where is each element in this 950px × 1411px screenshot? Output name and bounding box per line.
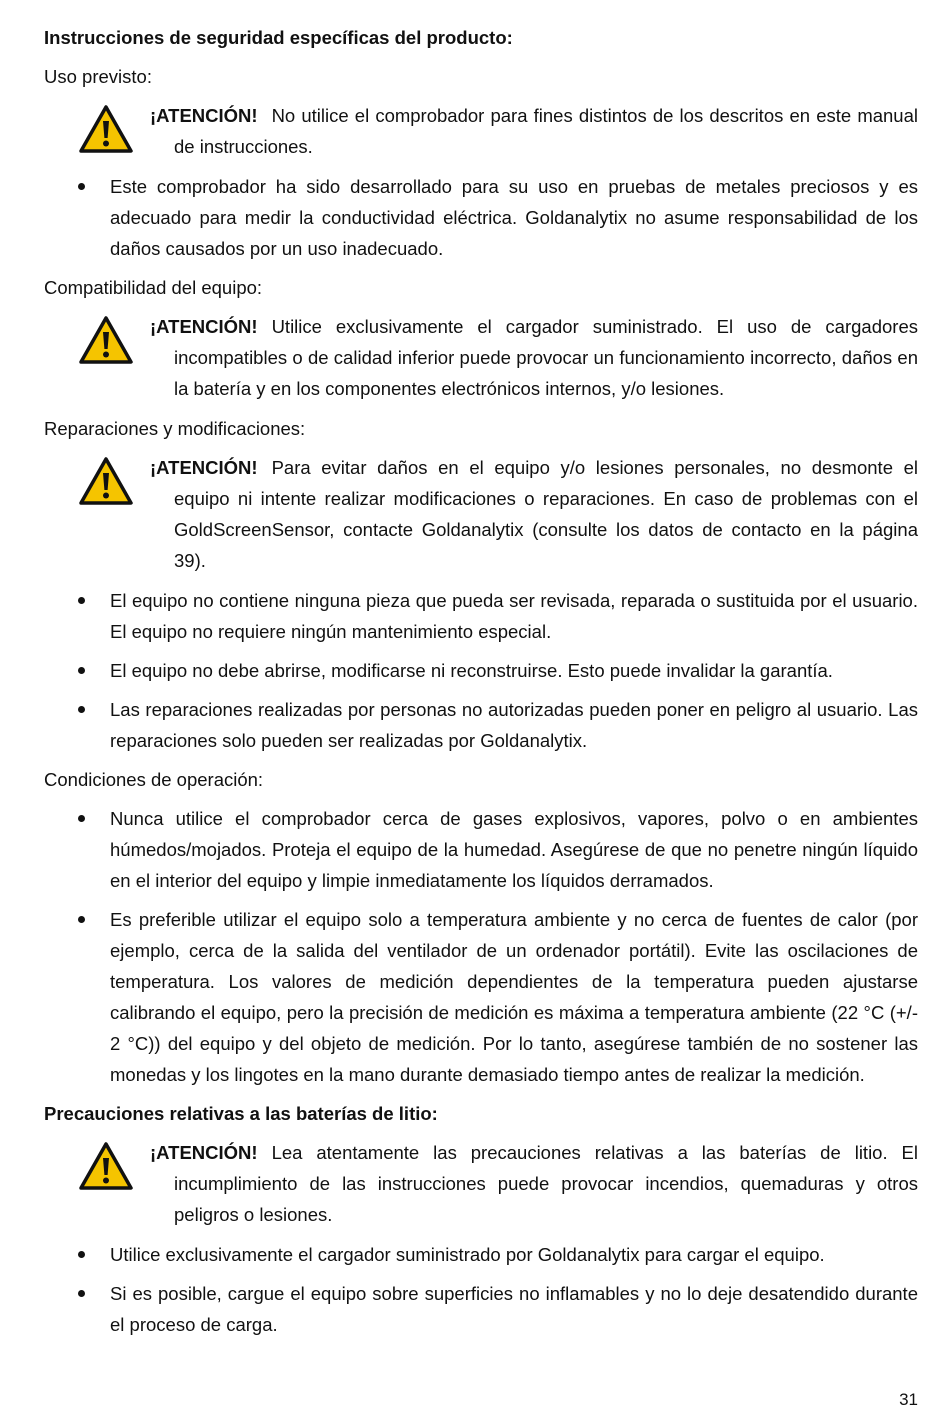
list-item bbox=[44, 1278, 918, 1340]
warning-label: ¡ATENCIÓN! bbox=[150, 457, 258, 478]
document-page bbox=[44, 22, 918, 1348]
bullet-dot bbox=[78, 1251, 85, 1258]
warning-triangle-icon bbox=[78, 1141, 134, 1191]
bullet-dot bbox=[78, 916, 85, 923]
warning-triangle-icon bbox=[78, 104, 134, 154]
section-title-compatibility: Compatibilidad del equipo: bbox=[44, 277, 263, 298]
list-item-text: Es preferible utilizar el equipo solo a temperatura ambiente y no cerca de fuentes de calor (por ejemplo, cerca de la salida del ventilador de un ordenador portátil). Evite las oscilaciones de temperatura. Los valores de medición dependientes de la temperatura pueden ajustarse calibrando el equipo, pero la precisión de medición es máxima a temperatura ambiente (22 °C (+/- 2 °C)) del equipo y del objeto de medición. Por lo tanto, asegúrese también de no sostener las monedas y los lingotes en la mano durante demasiado tiempo antes de realizar la medición. bbox=[110, 909, 918, 1085]
list-item-text: Utilice exclusivamente el cargador suministrado por Goldanalytix para cargar el equipo. bbox=[110, 1244, 825, 1265]
warning-block bbox=[44, 100, 918, 162]
list-item-text: Las reparaciones realizadas por personas no autorizadas pueden poner en peligro al usuario. Las reparaciones solo pueden ser realizadas por Goldanalytix. bbox=[110, 699, 918, 751]
bullet-dot bbox=[78, 706, 85, 713]
warning-label: ¡ATENCIÓN! bbox=[150, 105, 258, 126]
list-item-text: El equipo no debe abrirse, modificarse ni reconstruirse. Esto puede invalidar la garantía. bbox=[110, 660, 833, 681]
list-item-text: Nunca utilice el comprobador cerca de gases explosivos, vapores, polvo o en ambientes húmedos/mojados. Proteja el equipo de la humedad. Asegúrese de que no penetre ningún líquido en el interior del equipo y limpie inmediatamente los líquidos derramados. bbox=[110, 808, 918, 891]
list-item-text: El equipo no contiene ninguna pieza que pueda ser revisada, reparada o sustituida por el usuario. El equipo no requiere ningún mantenimiento especial. bbox=[110, 590, 918, 642]
bullet-dot bbox=[78, 667, 85, 674]
warning-triangle-icon bbox=[78, 456, 134, 506]
list-item-text: Si es posible, cargue el equipo sobre superficies no inflamables y no lo deje desatendido durante el proceso de carga. bbox=[110, 1283, 918, 1335]
bullet-dot bbox=[78, 183, 85, 190]
list-item bbox=[44, 694, 918, 756]
warning-block bbox=[44, 311, 918, 404]
warning-label: ¡ATENCIÓN! bbox=[150, 316, 258, 337]
bullet-dot bbox=[78, 1290, 85, 1297]
warning-text: Lea atentamente las precauciones relativas a las baterías de litio. El incumplimiento de las instrucciones puede provocar incendios, quemaduras y otros peligros o lesiones. bbox=[174, 1142, 918, 1225]
list-item bbox=[44, 904, 918, 1090]
warning-block bbox=[44, 452, 918, 576]
bullet-dot bbox=[78, 815, 85, 822]
page-number: 31 bbox=[899, 1390, 918, 1409]
list-item bbox=[44, 655, 918, 686]
warning-triangle-icon bbox=[78, 315, 134, 365]
list-item bbox=[44, 803, 918, 896]
list-item bbox=[44, 585, 918, 647]
warning-block bbox=[44, 1137, 918, 1230]
bullet-dot bbox=[78, 597, 85, 604]
section-title-repairs: Reparaciones y modificaciones: bbox=[44, 418, 306, 439]
section-title-operating-conditions: Condiciones de operación: bbox=[44, 769, 264, 790]
warning-text: Para evitar daños en el equipo y/o lesiones personales, no desmonte el equipo ni intente realizar modificaciones o reparaciones. En caso de problemas con el GoldScreenSensor, contacte Goldanalytix (consulte los datos de contacto en la página 39). bbox=[174, 457, 918, 571]
section-title-intended-use: Uso previsto: bbox=[44, 66, 152, 87]
warning-text: No utilice el comprobador para fines distintos de los descritos en este manual de instrucciones. bbox=[174, 105, 918, 157]
section-heading-lithium: Precauciones relativas a las baterías de litio: bbox=[44, 1103, 438, 1124]
warning-label: ¡ATENCIÓN! bbox=[150, 1142, 258, 1163]
list-item-text: Este comprobador ha sido desarrollado para su uso en pruebas de metales preciosos y es adecuado para medir la conductividad eléctrica. Goldanalytix no asume responsabilidad de los daños causados por un uso inadecuado. bbox=[110, 176, 918, 259]
list-item bbox=[44, 171, 918, 264]
warning-text: Utilice exclusivamente el cargador suministrado. El uso de cargadores incompatibles o de calidad inferior puede provocar un funcionamiento incorrecto, daños en la batería y en los componentes electrónicos internos, y/o lesiones. bbox=[174, 316, 918, 399]
section-heading-safety: Instrucciones de seguridad específicas del producto: bbox=[44, 27, 513, 48]
list-item bbox=[44, 1239, 918, 1270]
